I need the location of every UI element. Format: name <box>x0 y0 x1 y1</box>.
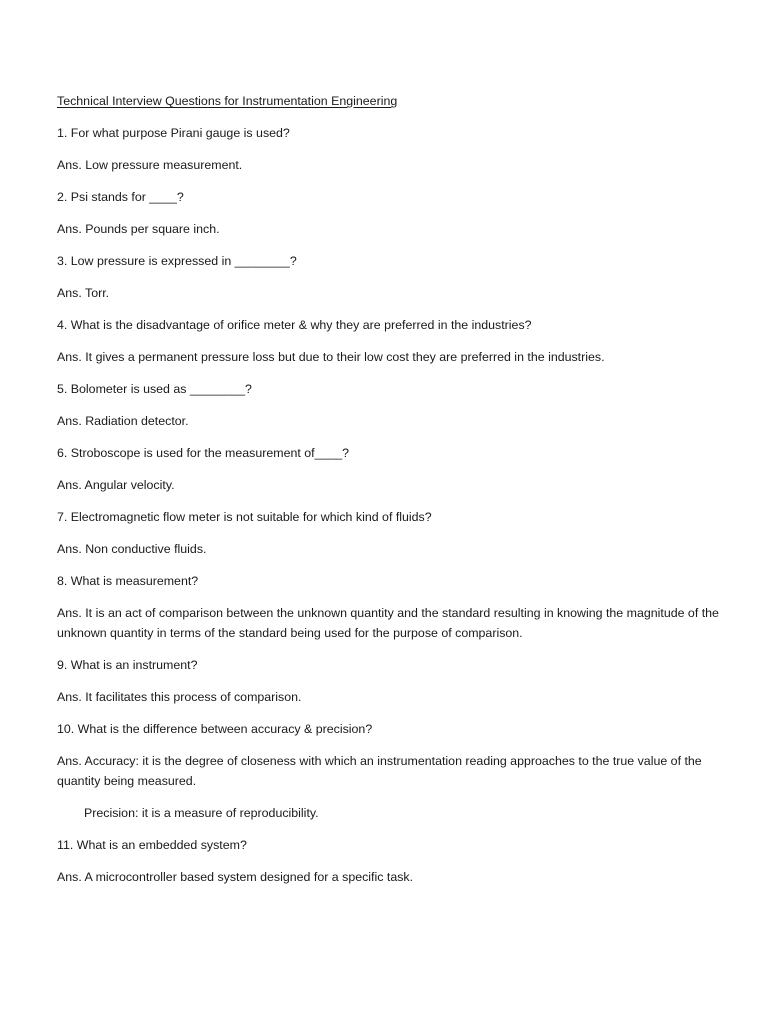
qa-item-9 <box>57 655 725 707</box>
answer-1: Ans. Low pressure measurement. <box>57 158 243 172</box>
question-10: 10. What is the difference between accuracy & precision? <box>57 722 373 736</box>
answer-3: Ans. Torr. <box>57 286 110 300</box>
qa-item-5 <box>57 379 725 431</box>
document-title: Technical Interview Questions for Instrumentation Engineering <box>57 94 398 108</box>
answer-10-accuracy: Ans. Accuracy: it is the degree of closeness with which an instrumentation reading approaches to the true value of the quantity being measured. <box>57 754 702 788</box>
qa-item-6 <box>57 443 725 495</box>
qa-item-10 <box>57 719 725 823</box>
qa-item-3 <box>57 251 725 303</box>
question-7: 7. Electromagnetic flow meter is not suitable for which kind of fluids? <box>57 510 432 524</box>
document-content <box>57 91 725 899</box>
question-6: 6. Stroboscope is used for the measurement of____? <box>57 446 350 460</box>
answer-8: Ans. It is an act of comparison between the unknown quantity and the standard resulting in knowing the magnitude of the unknown quantity in terms of the standard being used for the purpose of comparison. <box>57 606 719 640</box>
answer-4: Ans. It gives a permanent pressure loss but due to their low cost they are preferred in the industries. <box>57 350 605 364</box>
answer-6: Ans. Angular velocity. <box>57 478 175 492</box>
answer-11: Ans. A microcontroller based system designed for a specific task. <box>57 870 414 884</box>
question-5: 5. Bolometer is used as ________? <box>57 382 252 396</box>
question-11: 11. What is an embedded system? <box>57 838 247 852</box>
answer-2: Ans. Pounds per square inch. <box>57 222 220 236</box>
qa-item-1 <box>57 123 725 175</box>
question-9: 9. What is an instrument? <box>57 658 198 672</box>
answer-10-precision: Precision: it is a measure of reproducibility. <box>84 806 319 820</box>
question-3: 3. Low pressure is expressed in ________? <box>57 254 297 268</box>
question-1: 1. For what purpose Pirani gauge is used? <box>57 126 290 140</box>
qa-item-11 <box>57 835 725 887</box>
answer-5: Ans. Radiation detector. <box>57 414 189 428</box>
qa-item-7 <box>57 507 725 559</box>
answer-7: Ans. Non conductive fluids. <box>57 542 207 556</box>
qa-item-2 <box>57 187 725 239</box>
answer-9: Ans. It facilitates this process of comparison. <box>57 690 302 704</box>
qa-item-4 <box>57 315 725 367</box>
question-8: 8. What is measurement? <box>57 574 199 588</box>
qa-item-8 <box>57 571 725 643</box>
question-4: 4. What is the disadvantage of orifice meter & why they are preferred in the industries? <box>57 318 532 332</box>
question-2: 2. Psi stands for ____? <box>57 190 184 204</box>
